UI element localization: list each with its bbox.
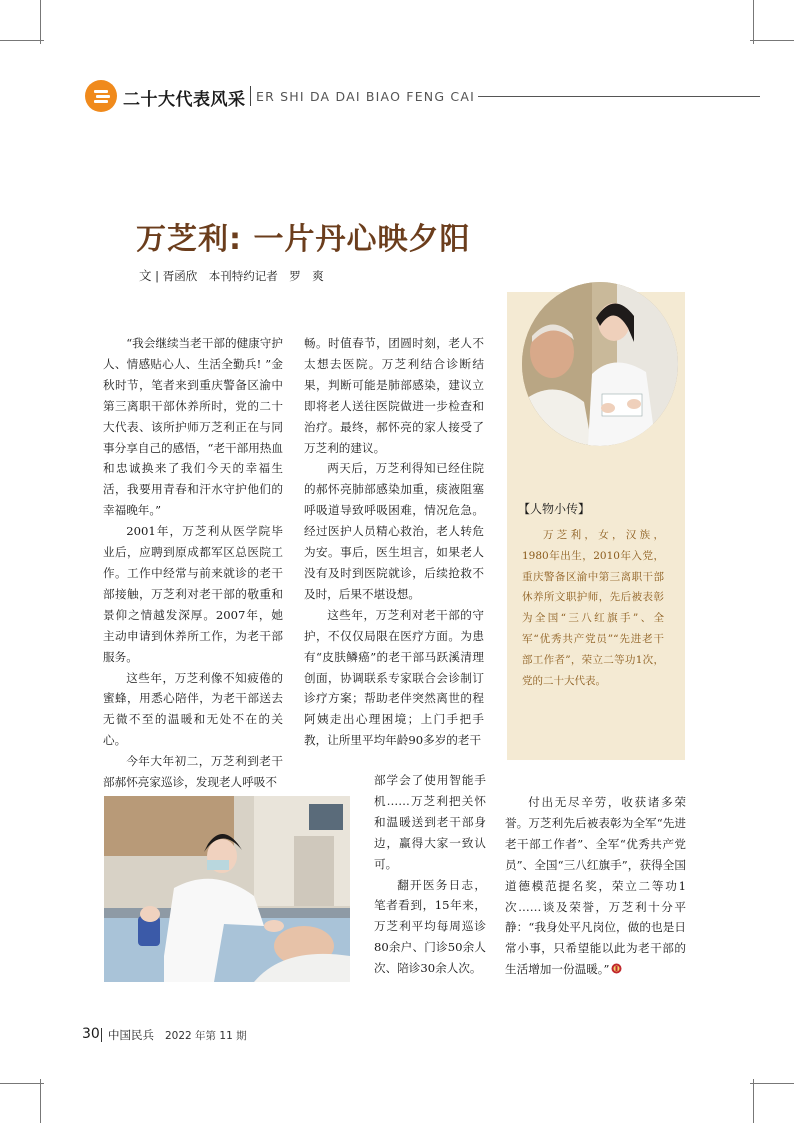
sidebar-bio bbox=[522, 525, 664, 691]
footer-separator bbox=[101, 1028, 102, 1042]
body-column-2 bbox=[304, 333, 484, 751]
body-column-3 bbox=[374, 770, 486, 979]
paragraph: 这些年，万芝利像不知疲倦的蜜蜂，用悉心陪伴，为老干部送去无微不至的温暖和无处不在的关心。 bbox=[103, 670, 283, 748]
care-illustration bbox=[104, 796, 350, 982]
nurse-care-photo bbox=[104, 796, 350, 982]
sidebar-heading: 【人物小传】 bbox=[518, 502, 591, 516]
body-column-1 bbox=[103, 333, 283, 793]
crop-mark-bl-h bbox=[0, 1083, 44, 1084]
crop-mark-tr-h bbox=[750, 40, 794, 41]
issue-label: 2022 年第 11 期 bbox=[165, 1030, 247, 1042]
sidebar-bio-text: 万芝利，女，汉族，1980年出生，2010年入党，重庆警备区渝中第三离职干部休养所文职护师，先后被表彰为全国“三八红旗手”、全军“优秀共产党员”“先进老干部工作者”，荣立二等功1次，党的二十大代表。 bbox=[522, 529, 664, 687]
page-number: 30 bbox=[82, 1026, 100, 1042]
paragraph: 这些年，万芝利对老干部的守护，不仅仅局限在医疗方面。为患有“皮肤鳞癌”的老干部马跃溪清理创面，协调联系专家联合会诊制订诊疗方案；帮助老伴突然离世的程阿姨走出心理困境；上门手把手教，让所里平均年龄90多岁的老干 bbox=[304, 607, 484, 748]
byline bbox=[139, 266, 324, 284]
paragraph: 两天后，万芝利得知已经住院的郝怀亮肺部感染加重，痰液阻塞呼吸道导致呼吸困难，情况危急。经过医护人员精心救治，老人转危为安。事后，医生坦言，如果老人没有及时到医院就诊，后续抢救不及时，后果不堪设想。 bbox=[304, 461, 484, 601]
header-separator bbox=[250, 86, 251, 106]
section-title: 二十大代表风采 bbox=[123, 90, 246, 110]
byline-authors: 胥函欣 本刊特约记者 罗 爽 bbox=[162, 269, 324, 283]
militia-emblem-icon bbox=[611, 963, 622, 974]
magazine-name: 中国民兵 bbox=[108, 1028, 154, 1042]
paragraph: 今年大年初二，万芝利到老干部郝怀亮家巡诊，发现老人呼吸不 bbox=[103, 754, 283, 790]
paragraph: 畅。时值春节，团圆时刻，老人不太想去医院。万芝利结合诊断结果，判断可能是肺部感染，建议立即将老人送往医院做进一步检查和治疗。最终，郝怀亮的家人接受了万芝利的建议。 bbox=[304, 336, 484, 455]
crop-mark-tl-h bbox=[0, 40, 44, 41]
header-rule bbox=[478, 96, 760, 97]
paragraph: 2001年，万芝利从医学院毕业后，应聘到原成都军区总医院工作。工作中经常与前来就诊的老干部接触，万芝利对老干部的敬重和景仰之情越发深厚。2007年，她主动申请到休养所工作，为老干部服务。 bbox=[103, 524, 283, 664]
crop-mark-br-v bbox=[753, 1079, 754, 1123]
paragraph: 部学会了使用智能手机……万芝利把关怀和温暖送到老干部身边，赢得大家一致认可。 bbox=[374, 773, 486, 871]
article-title: 万芝利: 一片丹心映夕阳 bbox=[136, 222, 471, 257]
paragraph bbox=[505, 792, 686, 980]
crop-mark-br-h bbox=[750, 1083, 794, 1084]
byline-sep: | bbox=[151, 269, 163, 283]
paragraph-text: 付出无尽辛劳，收获诸多荣誉。万芝利先后被表彰为全军“先进老干部工作者”、全军“优秀共产党员”、全国“三八红旗手”，获得全国道德模范提名奖，荣立二等功1次……谈及荣誉，万芝利十分平静：“我身处平凡岗位，做的也是日常小事，只希望能以此为老干部的生活增加一份温暖。” bbox=[505, 795, 686, 977]
crop-mark-tr-v bbox=[753, 0, 754, 44]
section-pinyin: ER SHI DA DAI BIAO FENG CAI bbox=[256, 89, 475, 104]
crop-mark-tl-v bbox=[40, 0, 41, 44]
crop-mark-bl-v bbox=[40, 1079, 41, 1123]
portrait-illustration bbox=[522, 282, 678, 446]
paragraph: 翻开医务日志，笔者看到，15年来，万芝利平均每周巡诊80余户、门诊50余人次、陪诊30余人次。 bbox=[374, 877, 486, 976]
body-column-4 bbox=[505, 792, 686, 980]
paragraph: “我会继续当老干部的健康守护人、情感贴心人、生活全勤兵! ”金秋时节，笔者来到重庆警备区渝中第三离职干部休养所时，党的二十大代表、该所护师万芝利正在与同事分享自己的感悟，“老干部用热血和忠诚换来了我们今天的幸福生活，我要用青春和汗水守护他们的幸福晚年。” bbox=[103, 336, 283, 518]
portrait-photo bbox=[522, 282, 678, 446]
stacked-bars-icon bbox=[85, 80, 117, 112]
byline-wen: 文 bbox=[139, 268, 152, 283]
